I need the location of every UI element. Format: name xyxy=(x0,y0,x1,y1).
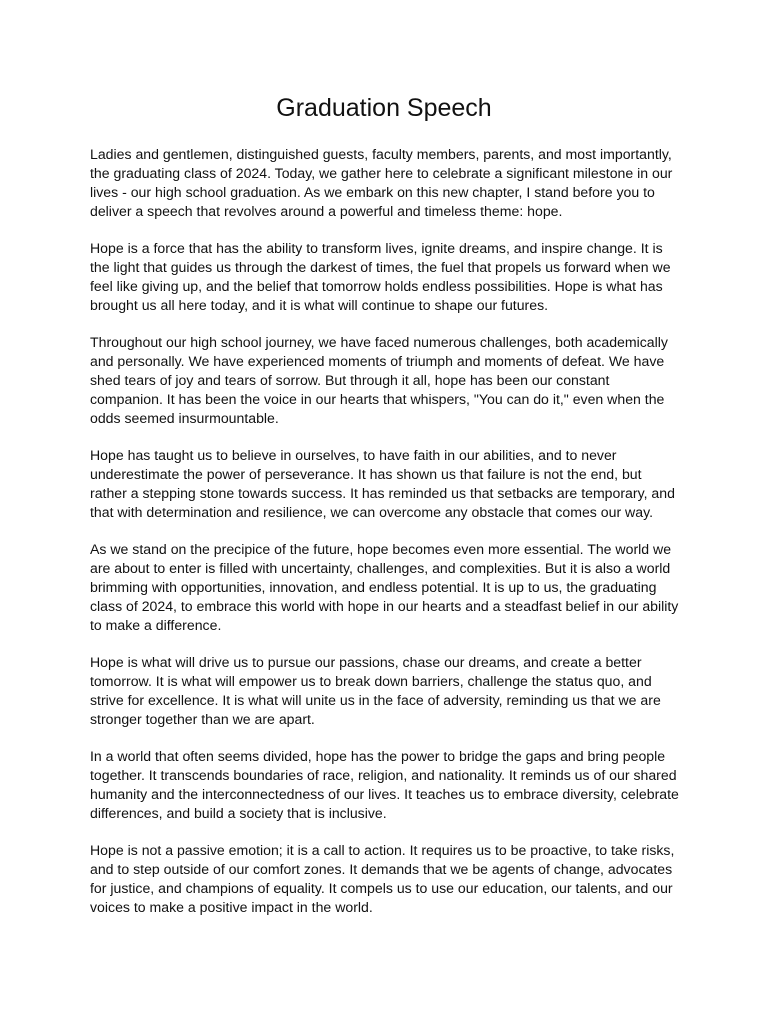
paragraph: Throughout our high school journey, we have faced numerous challenges, both academically and personally. We have experienced moments of triumph and moments of defeat. We have shed tears of joy and tears of sorrow. But through it all, hope has been our constant companion. It has been the voice in our hearts that whispers, "You can do it," even when the odds seemed insurmountable. xyxy=(90,334,668,426)
paragraph: Hope is not a passive emotion; it is a call to action. It requires us to be proactive, to take risks, and to step outside of our comfort zones. It demands that we be agents of change, advocates for justice, and champions of equality. It compels us to use our education, our talents, and our voices to make a positive impact in the world. xyxy=(90,841,675,915)
paragraph: Hope has taught us to believe in ourselves, to have faith in our abilities, and to never underestimate the power of perseverance. It has shown us that failure is not the end, but rather a stepping stone towards success. It has reminded us that setbacks are temporary, and that with determination and resilience, we can overcome any obstacle that comes our way. xyxy=(90,446,675,520)
paragraph: Hope is what will drive us to pursue our passions, chase our dreams, and create a better tomorrow. It is what will empower us to break down barriers, challenge the status quo, and strive for excellence. It is what will unite us in the face of adversity, reminding us that we are stronger together than we are apart. xyxy=(90,653,661,727)
paragraph: As we stand on the precipice of the future, hope becomes even more essential. The world we are about to enter is filled with uncertainty, challenges, and complexities. But it is also a world brimming with opportunities, innovation, and endless potential. It is up to us, the graduating class of 2024, to embrace this world with hope in our hearts and a steadfast belief in our ability to make a difference. xyxy=(90,540,679,633)
speech-body xyxy=(90,145,682,935)
paragraph: Ladies and gentlemen, distinguished guests, faculty members, parents, and most importantly, the graduating class of 2024. Today, we gather here to celebrate a significant milestone in our lives - our high school graduation. As we embark on this new chapter, I stand before you to deliver a speech that revolves around a powerful and timeless theme: hope. xyxy=(90,146,673,219)
paragraph: In a world that often seems divided, hope has the power to bridge the gaps and bring people together. It transcends boundaries of race, religion, and nationality. It reminds us of our shared humanity and the interconnectedness of our lives. It teaches us to embrace diversity, celebrate differences, and build a society that is inclusive. xyxy=(90,747,679,821)
paragraph: Hope is a force that has the ability to transform lives, ignite dreams, and inspire change. It is the light that guides us through the darkest of times, the fuel that propels us forward when we feel like giving up, and the belief that tomorrow holds endless possibilities. Hope is what has brought us all here today, and it is what will continue to shape our futures. xyxy=(90,240,671,313)
page-title: Graduation Speech xyxy=(276,94,492,122)
